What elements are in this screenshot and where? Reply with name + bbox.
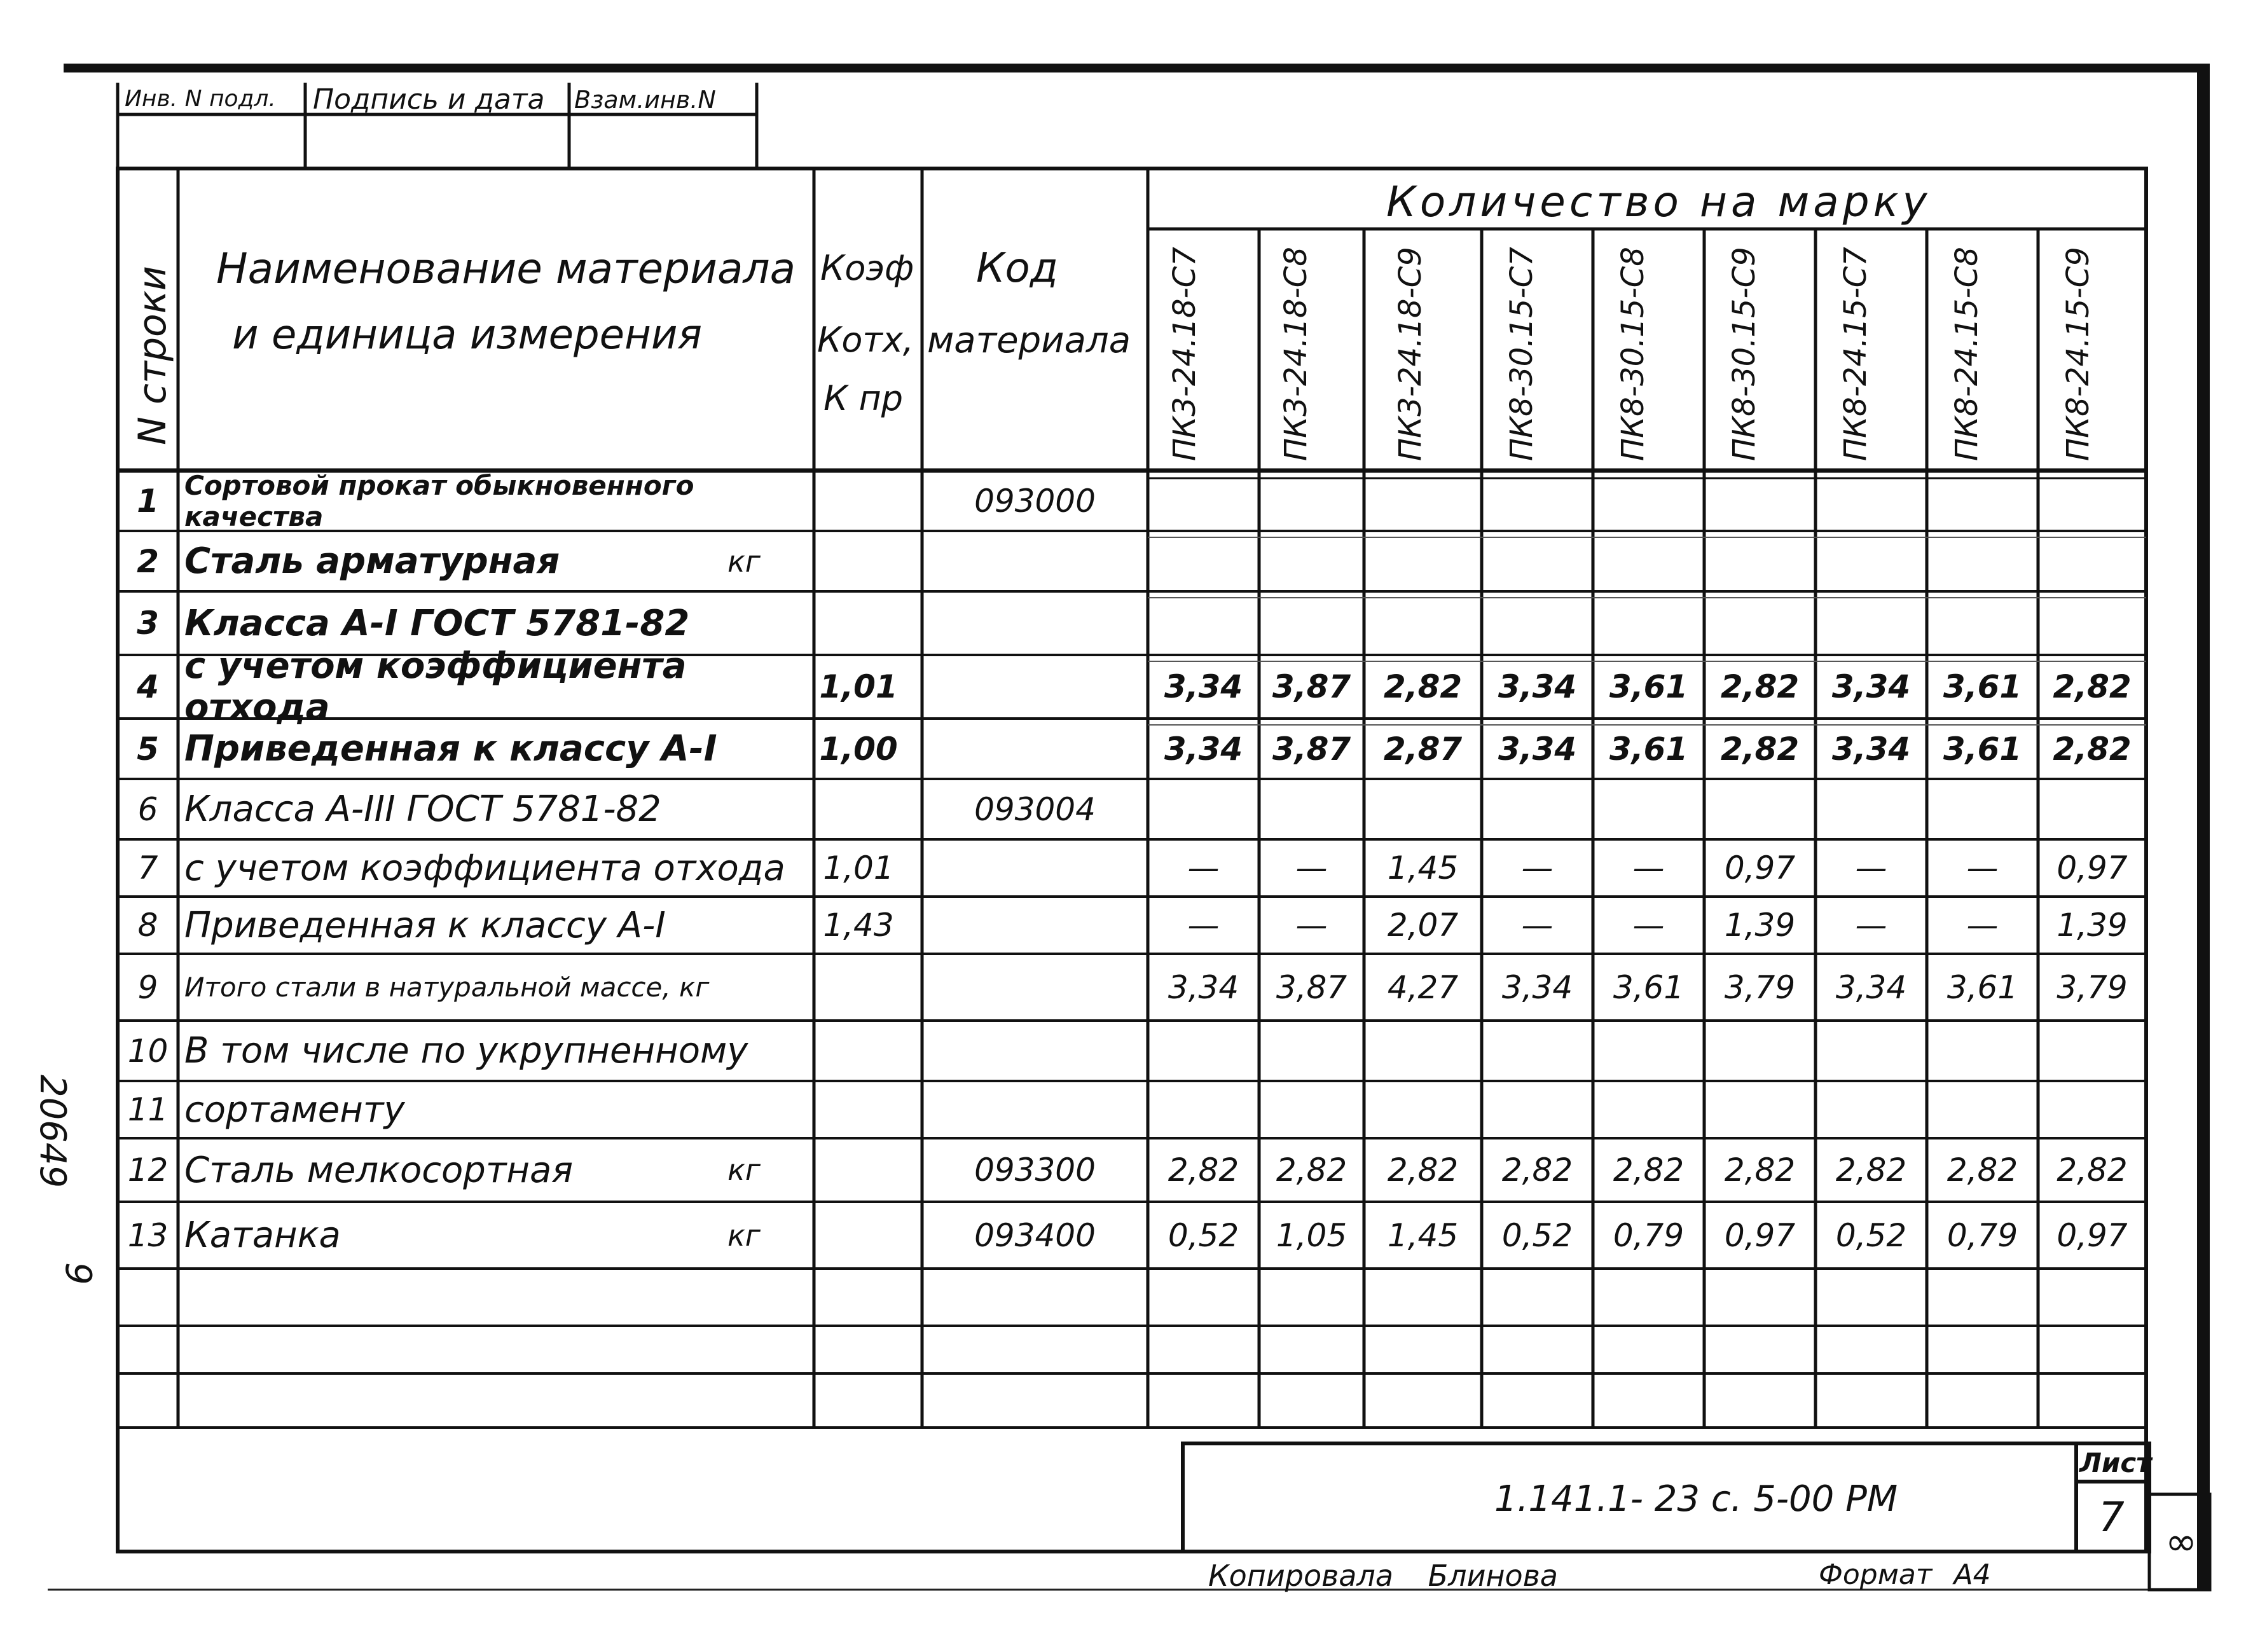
- quantity-value: [1482, 531, 1593, 591]
- material-code: 093400: [974, 1216, 1096, 1254]
- quantity-value: [1364, 1081, 1482, 1138]
- quantity-value: 2,82: [1613, 1152, 1685, 1188]
- quantity-value: [1593, 1081, 1704, 1138]
- quantity-value: 3,61: [1943, 668, 2022, 705]
- material-name: сортаменту: [184, 1089, 405, 1131]
- coef-cell: [814, 591, 903, 655]
- quantity-value: [1704, 591, 1815, 655]
- quantity-value: 1,45: [1387, 850, 1459, 886]
- mark-header: ПК3-24.18-С9: [1393, 247, 1428, 461]
- quantity-value: [1815, 1021, 1927, 1081]
- quantity-value: —: [1966, 850, 1999, 886]
- material-code: [922, 839, 1148, 897]
- material-code: 093000: [974, 482, 1096, 520]
- quantity-value: 3,34: [1501, 968, 1573, 1006]
- quantity-value: [1482, 591, 1593, 655]
- material-code: 093004: [974, 790, 1096, 828]
- material-code: [922, 1021, 1148, 1081]
- quantity-value: 2,82: [2057, 1152, 2128, 1188]
- quantity-value: [1815, 591, 1927, 655]
- quantity-value: 4,27: [1387, 968, 1459, 1006]
- quantity-value: 0,97: [2057, 850, 2128, 886]
- quantity-value: —: [1632, 850, 1665, 886]
- quantity-value: 3,34: [1498, 730, 1577, 767]
- header-coef-line1: Коэф: [820, 248, 914, 288]
- material-code: [922, 1081, 1148, 1138]
- row-number: 7: [137, 850, 158, 886]
- quantity-value: [1927, 1021, 2038, 1081]
- quantity-value: 3,87: [1272, 668, 1351, 705]
- header-name-line2: и единица измерения: [232, 312, 702, 359]
- quantity-value: [1364, 779, 1482, 839]
- material-code: [922, 897, 1148, 954]
- quantity-value: [1927, 591, 2038, 655]
- quantity-value: [1815, 471, 1927, 531]
- quantity-value: [1148, 531, 1259, 591]
- quantity-value: [1259, 779, 1364, 839]
- quantity-value: 0,52: [1168, 1216, 1239, 1254]
- quantity-value: [1482, 471, 1593, 531]
- material-code: [922, 954, 1148, 1021]
- quantity-value: 2,87: [1383, 730, 1463, 767]
- format-label: Формат А4: [1819, 1559, 1991, 1591]
- coef-cell: 1,00: [819, 730, 898, 767]
- quantity-value: 2,82: [2053, 730, 2132, 767]
- quantity-value: 0,79: [1946, 1216, 2018, 1254]
- quantity-value: [1927, 1081, 2038, 1138]
- quantity-value: [1815, 531, 1927, 591]
- material-code: 093300: [974, 1152, 1096, 1188]
- unit-label: кг: [727, 1153, 761, 1187]
- mark-header: ПК8-24.15-С9: [2060, 247, 2096, 461]
- quantity-value: [2038, 471, 2146, 531]
- quantity-value: 1,45: [1387, 1216, 1459, 1254]
- quantity-value: [1815, 779, 1927, 839]
- row-number: 12: [127, 1152, 169, 1188]
- quantity-value: 2,82: [1501, 1152, 1573, 1188]
- row-name-cell: [184, 1021, 811, 1081]
- quantity-value: [2038, 591, 2146, 655]
- row-number: 10: [127, 1032, 169, 1070]
- margin-digit: 9: [57, 1262, 99, 1285]
- material-name: В том числе по укрупненному: [184, 1030, 748, 1071]
- quantity-value: [1259, 1021, 1364, 1081]
- quantity-value: [1704, 1081, 1815, 1138]
- quantity-value: [1148, 591, 1259, 655]
- header-row-no: N строки: [130, 266, 175, 445]
- mark-header: ПК8-24.15-С8: [1949, 247, 1985, 461]
- quantity-value: [1259, 531, 1364, 591]
- stamp-podpis-data: Подпись и дата: [313, 83, 545, 116]
- coef-cell: 1,43: [823, 907, 894, 944]
- quantity-value: —: [1295, 850, 1328, 886]
- sheet-number: 7: [2098, 1494, 2125, 1541]
- quantity-value: 1,39: [1724, 907, 1796, 944]
- row-name-cell: [184, 897, 811, 954]
- quantity-value: 0,79: [1613, 1216, 1685, 1254]
- quantity-value: [1593, 1021, 1704, 1081]
- stamp-inv-podl: Инв. N подл.: [125, 86, 276, 112]
- quantity-value: 3,61: [1609, 668, 1688, 705]
- quantity-value: 2,82: [1835, 1152, 1907, 1188]
- material-name: Приведенная к классу А-I: [184, 728, 717, 769]
- material-code: [922, 655, 1148, 719]
- quantity-value: [1364, 531, 1482, 591]
- designation: 1.141.1- 23 с. 5-00 РМ: [1494, 1478, 1898, 1520]
- quantity-value: —: [1632, 907, 1665, 944]
- quantity-value: [1259, 1081, 1364, 1138]
- quantity-value: [2038, 531, 2146, 591]
- mark-header: ПК3-24.18-С8: [1278, 247, 1314, 461]
- row-name-cell: [184, 839, 811, 897]
- quantity-value: [1704, 1021, 1815, 1081]
- quantity-value: [1259, 591, 1364, 655]
- quantity-value: [1927, 471, 2038, 531]
- corner-mark: ∞: [2165, 1520, 2197, 1564]
- material-code: [922, 719, 1148, 779]
- material-name: Сталь арматурная: [184, 540, 560, 582]
- row-name-cell: [184, 1081, 811, 1138]
- coef-cell: [814, 779, 903, 839]
- coef-cell: [814, 1081, 903, 1138]
- quantity-value: 3,34: [1835, 968, 1907, 1006]
- row-number: 5: [137, 730, 159, 767]
- row-number: 2: [137, 542, 159, 580]
- quantity-value: [1815, 1081, 1927, 1138]
- quantity-value: 0,52: [1501, 1216, 1573, 1254]
- row-name-cell: [184, 779, 811, 839]
- header-name-line1: Наименование материала: [216, 244, 796, 293]
- quantity-value: 3,61: [1609, 730, 1688, 767]
- row-number: 3: [137, 605, 159, 642]
- quantity-value: 0,97: [1724, 1216, 1796, 1254]
- quantity-value: 3,61: [1946, 968, 2018, 1006]
- row-number: 4: [137, 668, 159, 705]
- quantity-value: 3,61: [1943, 730, 2022, 767]
- quantity-value: 2,82: [1946, 1152, 2018, 1188]
- quantity-value: [1364, 1021, 1482, 1081]
- quantity-value: [1482, 779, 1593, 839]
- archive-number: 20649: [32, 1075, 73, 1188]
- mark-header: ПК8-30.15-С8: [1615, 247, 1651, 461]
- header-coef-line3: К пр: [823, 378, 904, 418]
- header-quantity-title: Количество на марку: [1386, 177, 1931, 226]
- quantity-value: 2,82: [1724, 1152, 1796, 1188]
- quantity-value: 2,82: [1720, 730, 1800, 767]
- quantity-value: [1364, 471, 1482, 531]
- header-code-line2: материала: [927, 320, 1131, 361]
- quantity-value: [1704, 779, 1815, 839]
- coef-cell: [814, 531, 903, 591]
- coef-cell: [814, 1021, 903, 1081]
- row-name-cell: [184, 719, 811, 779]
- quantity-value: —: [1855, 907, 1887, 944]
- material-code: [922, 531, 1148, 591]
- mark-header: ПК3-24.18-С7: [1167, 247, 1202, 461]
- material-name: с учетом коэффициента отхода: [184, 645, 687, 728]
- material-name: Класса А-III ГОСТ 5781-82: [184, 788, 661, 830]
- quantity-value: 0,97: [2057, 1216, 2128, 1254]
- coef-cell: 1,01: [819, 668, 898, 705]
- quantity-value: 3,34: [1168, 968, 1239, 1006]
- material-name: Класса А-I ГОСТ 5781-82: [184, 602, 690, 644]
- quantity-value: [1364, 591, 1482, 655]
- quantity-value: [1148, 471, 1259, 531]
- quantity-value: 3,61: [1613, 968, 1685, 1006]
- quantity-value: [1148, 779, 1259, 839]
- row-number: 8: [137, 907, 158, 944]
- mark-header: ПК8-30.15-С9: [1726, 247, 1762, 461]
- frame-top-band: [64, 64, 2210, 72]
- quantity-value: [2038, 1021, 2146, 1081]
- unit-label: кг: [727, 544, 761, 579]
- quantity-value: —: [1295, 907, 1328, 944]
- quantity-value: [1593, 471, 1704, 531]
- row-name-cell: [184, 471, 811, 531]
- header-coef-line2: Котх,: [817, 320, 914, 360]
- quantity-value: —: [1187, 850, 1220, 886]
- quantity-value: —: [1966, 907, 1999, 944]
- unit-label: кг: [727, 1218, 761, 1253]
- quantity-value: [1704, 531, 1815, 591]
- material-name: Катанка: [184, 1215, 341, 1256]
- quantity-value: 3,34: [1831, 730, 1911, 767]
- sheet-label: Лист: [2079, 1447, 2152, 1478]
- quantity-value: [2038, 1081, 2146, 1138]
- quantity-value: 2,82: [1276, 1152, 1347, 1188]
- quantity-value: [2038, 779, 2146, 839]
- quantity-value: 3,87: [1272, 730, 1351, 767]
- quantity-value: 0,52: [1835, 1216, 1907, 1254]
- copied-by: Копировала Блинова: [1208, 1559, 1558, 1593]
- material-name: с учетом коэффициента отхода: [184, 847, 785, 889]
- coef-cell: [814, 471, 903, 531]
- quantity-value: [1148, 1021, 1259, 1081]
- frame-right-band: [2197, 64, 2210, 1590]
- row-name-cell: [184, 645, 811, 728]
- quantity-value: 2,07: [1387, 907, 1459, 944]
- mark-header: ПК8-30.15-С7: [1504, 247, 1540, 461]
- quantity-value: —: [1187, 907, 1220, 944]
- quantity-value: 2,82: [1387, 1152, 1459, 1188]
- coef-cell: 1,01: [823, 850, 894, 886]
- quantity-value: 2,82: [2053, 668, 2132, 705]
- mark-header: ПК8-24.15-С7: [1838, 247, 1873, 461]
- quantity-value: 3,79: [1724, 968, 1796, 1006]
- quantity-value: 3,34: [1164, 730, 1243, 767]
- quantity-value: —: [1855, 850, 1887, 886]
- row-number: 11: [127, 1091, 169, 1128]
- material-code: [922, 591, 1148, 655]
- coef-cell: [814, 1138, 903, 1202]
- row-number: 13: [127, 1216, 169, 1254]
- quantity-value: 3,34: [1831, 668, 1911, 705]
- material-name: Сталь мелкосортная: [184, 1149, 574, 1191]
- material-name: Приведенная к классу А-I: [184, 904, 666, 946]
- quantity-value: 2,82: [1168, 1152, 1239, 1188]
- quantity-value: 3,34: [1498, 668, 1577, 705]
- quantity-value: 2,82: [1383, 668, 1463, 705]
- quantity-value: —: [1521, 907, 1554, 944]
- coef-cell: [814, 1202, 903, 1269]
- quantity-value: [1704, 471, 1815, 531]
- quantity-value: [1148, 1081, 1259, 1138]
- quantity-value: [1593, 531, 1704, 591]
- row-number: 6: [137, 790, 158, 828]
- quantity-value: [1927, 531, 2038, 591]
- material-name: Сортовой прокат обыкновенного качества: [184, 469, 694, 532]
- coef-cell: [814, 954, 903, 1021]
- row-name-cell: [184, 954, 811, 1021]
- quantity-value: [1482, 1081, 1593, 1138]
- header-code-line1: Код: [976, 245, 1058, 292]
- quantity-value: 3,79: [2057, 968, 2128, 1006]
- material-name: Итого стали в натуральной массе, кг: [184, 972, 710, 1003]
- quantity-value: [1593, 591, 1704, 655]
- stamp-vzam-inv: Взам.инв.N: [574, 86, 716, 114]
- row-number: 9: [137, 968, 158, 1006]
- quantity-value: 0,97: [1724, 850, 1796, 886]
- quantity-value: [1482, 1021, 1593, 1081]
- quantity-value: —: [1521, 850, 1554, 886]
- quantity-value: [1927, 779, 2038, 839]
- quantity-value: [1259, 471, 1364, 531]
- row-number: 1: [137, 482, 159, 520]
- quantity-value: 1,39: [2057, 907, 2128, 944]
- quantity-value: 2,82: [1720, 668, 1800, 705]
- quantity-value: 3,34: [1164, 668, 1243, 705]
- quantity-value: [1593, 779, 1704, 839]
- quantity-value: 3,87: [1276, 968, 1347, 1006]
- quantity-value: 1,05: [1276, 1216, 1347, 1254]
